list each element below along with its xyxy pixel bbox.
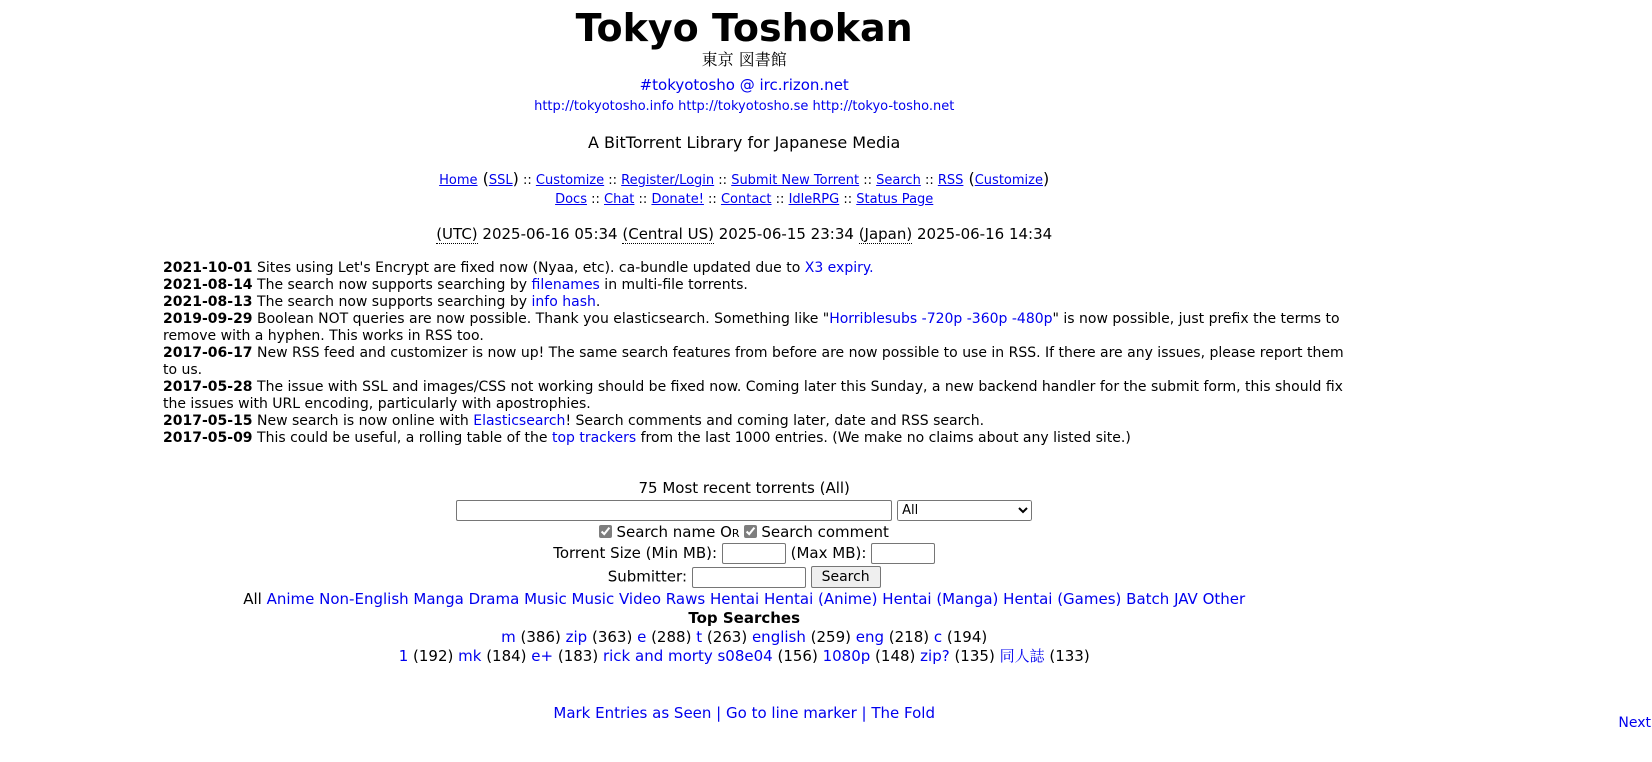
irc-line <box>8 76 1480 94</box>
max-size-input[interactable] <box>871 543 935 564</box>
link-elasticsearch[interactable]: Elasticsearch <box>473 413 566 429</box>
link-contact[interactable]: Contact <box>720 192 772 207</box>
link-filenames[interactable]: filenames <box>531 277 600 293</box>
search-comment-checkbox[interactable] <box>744 525 757 538</box>
news-item <box>163 379 1360 413</box>
recent-torrents-heading: 75 Most recent torrents (All) <box>638 479 850 497</box>
top-searches-row1 <box>8 628 1480 647</box>
news-item <box>163 413 1360 430</box>
top-searches-heading: Top Searches <box>688 609 801 627</box>
timezone-label: (Central US) <box>622 225 714 243</box>
text-segment: | <box>711 704 726 722</box>
search-form <box>8 500 1480 588</box>
text-segment: :: <box>839 192 857 207</box>
category-filter-links <box>8 590 1480 609</box>
text-segment: " is now possible, just prefix the terms to remove with a hyphen. This works in RSS too. <box>163 311 1340 344</box>
link-info-hash[interactable]: info hash <box>531 294 596 310</box>
text-segment: (184) <box>481 647 532 665</box>
text-segment: . <box>595 294 601 310</box>
top-searches-row2 <box>8 647 1480 666</box>
link-rick-and-morty-s08e04[interactable]: rick and morty s08e04 <box>602 647 773 665</box>
link-ssl[interactable]: SSL <box>488 173 513 188</box>
text-segment: The search now supports searching by <box>252 294 532 310</box>
link-zip[interactable]: zip <box>565 628 588 646</box>
submitter-label: Submitter: <box>607 567 687 586</box>
or-label: Or <box>720 523 740 541</box>
timezone-clocks <box>8 225 1480 244</box>
news-date: 2021-08-13 <box>163 294 253 310</box>
link-hentai-games[interactable]: Hentai (Games) <box>1003 590 1122 608</box>
link-english[interactable]: english <box>751 628 806 646</box>
text-segment: Sites using Let's Encrypt are fixed now (Nyaa, etc). ca-bundle updated due to <box>252 260 805 276</box>
link-top-trackers[interactable]: top trackers <box>551 430 637 446</box>
text-segment: The issue with SSL and images/CSS not working should be fixed now. Coming later this Sunday, a new backend handler for the submit form, this should fix the issues with URL encoding, particularly with apostrophies. <box>163 379 1343 412</box>
max-size-label: (Max MB): <box>790 544 867 562</box>
link-music-video[interactable]: Music Video <box>571 590 662 608</box>
link-other[interactable]: Other <box>1202 590 1246 608</box>
paren-text: ) <box>512 169 519 188</box>
site-tagline: A BitTorrent Library for Japanese Media <box>588 133 901 152</box>
main-content <box>8 8 1480 723</box>
text-segment: (148) <box>870 647 921 665</box>
mirror-links <box>8 99 1480 115</box>
link-jav[interactable]: JAV <box>1174 590 1198 608</box>
text-segment: (218) <box>884 628 934 646</box>
text-segment: in multi-file torrents. <box>599 277 748 293</box>
link-batch[interactable]: Batch <box>1126 590 1170 608</box>
text-segment: :: <box>714 173 732 188</box>
news-date: 2017-05-28 <box>163 379 253 395</box>
text-segment: (135) <box>949 647 1000 665</box>
paren-text: ( <box>477 169 489 188</box>
link-http-tokyo-tosho-net[interactable]: http://tokyo-tosho.net <box>812 99 955 114</box>
search-query-input[interactable] <box>456 500 892 521</box>
text-segment: (194) <box>942 628 988 646</box>
search-name-checkbox[interactable] <box>599 525 612 538</box>
text-segment: (192) <box>408 647 459 665</box>
text-segment: This could be useful, a rolling table of the <box>252 430 552 446</box>
link-mk[interactable]: mk <box>458 647 482 665</box>
category-select[interactable] <box>897 500 1032 521</box>
link-raws[interactable]: Raws <box>665 590 706 608</box>
text-segment: The search now supports searching by <box>252 277 532 293</box>
link-go-to-line-marker[interactable]: Go to line marker <box>726 704 857 722</box>
text-segment: (288) <box>646 628 697 646</box>
timezone-label: (Japan) <box>858 225 913 243</box>
link-register-login[interactable]: Register/Login <box>621 173 715 188</box>
text-segment: :: <box>586 192 605 207</box>
news-date: 2017-05-09 <box>163 430 253 446</box>
news-date: 2017-05-15 <box>163 413 253 429</box>
link-music[interactable]: Music <box>524 590 567 608</box>
link-x3-expiry[interactable]: X3 expiry. <box>804 260 874 276</box>
link-home[interactable]: Home <box>439 173 478 188</box>
search-button[interactable]: Search <box>811 566 881 588</box>
link-1080p[interactable]: 1080p <box>822 647 871 665</box>
text-segment: (263) <box>702 628 752 646</box>
news-item <box>163 277 1360 294</box>
news-date: 2021-08-14 <box>163 277 253 293</box>
size-row <box>8 543 1480 564</box>
nav-menu-row1 <box>8 169 1480 190</box>
link-zip[interactable]: zip? <box>920 647 950 665</box>
text-segment: (156) <box>772 647 823 665</box>
link-e[interactable]: e+ <box>531 647 554 665</box>
text-segment: (259) <box>805 628 856 646</box>
text-segment: :: <box>604 173 622 188</box>
news-item <box>163 345 1360 379</box>
text-segment: All <box>243 590 267 608</box>
news-item <box>163 294 1360 311</box>
min-size-label: Torrent Size (Min MB): <box>553 544 718 562</box>
nav-menu-row2 <box>8 190 1480 209</box>
news-item <box>163 260 1360 277</box>
text-segment: from the last 1000 entries. (We make no claims about any listed site.) <box>636 430 1131 446</box>
news-date: 2019-09-29 <box>163 311 253 327</box>
text-segment: :: <box>920 173 938 188</box>
link-donate[interactable]: Donate! <box>651 192 704 207</box>
text-segment: 2025-06-15 23:34 <box>713 225 859 243</box>
timezone-label: (UTC) <box>436 225 478 243</box>
text-segment: (386) <box>515 628 566 646</box>
link-customize[interactable]: Customize <box>535 173 605 188</box>
link-status-page[interactable]: Status Page <box>856 192 934 207</box>
link-anime[interactable]: Anime <box>266 590 315 608</box>
link-search[interactable]: Search <box>876 173 921 188</box>
text-segment: :: <box>771 192 789 207</box>
paren-text: ) <box>1042 169 1050 188</box>
news-list <box>163 260 1360 447</box>
query-row <box>8 500 1480 521</box>
news-date: 2021-10-01 <box>163 260 253 276</box>
text-segment: :: <box>703 192 721 207</box>
link-mark-entries-as-seen[interactable]: Mark Entries as Seen <box>553 704 712 722</box>
link-http-tokyotosho-info[interactable]: http://tokyotosho.info <box>534 99 674 114</box>
japanese-subtitle: 東京 図書館 <box>701 50 787 69</box>
link-item[interactable]: 同人誌 <box>999 647 1045 665</box>
link-m[interactable]: m <box>501 628 516 646</box>
link-docs[interactable]: Docs <box>555 192 587 207</box>
text-segment: :: <box>518 173 536 188</box>
text-segment: :: <box>859 173 877 188</box>
link-non-english[interactable]: Non-English <box>319 590 409 608</box>
text-segment: (363) <box>587 628 638 646</box>
link-chat[interactable]: Chat <box>604 192 635 207</box>
news-item <box>163 430 1360 447</box>
checkbox-row <box>8 523 1480 541</box>
news-item <box>163 311 1360 345</box>
link-c[interactable]: c <box>933 628 943 646</box>
link-e[interactable]: e <box>637 628 647 646</box>
link-hentai-manga[interactable]: Hentai (Manga) <box>882 590 999 608</box>
link-horriblesubs-720p-360p-480p[interactable]: Horriblesubs -720p -360p -480p <box>829 311 1053 327</box>
text-segment: New RSS feed and customizer is now up! The same search features from before are now possible to use in RSS. If there are any issues, please report them to us. <box>163 345 1344 378</box>
paren-text: ( <box>963 169 975 188</box>
search-name-label: Search name <box>616 523 716 541</box>
text-segment: 2025-06-16 14:34 <box>912 225 1053 243</box>
link-hentai[interactable]: Hentai <box>709 590 760 608</box>
link-hentai-anime[interactable]: Hentai (Anime) <box>764 590 878 608</box>
link-t[interactable]: t <box>696 628 703 646</box>
submitter-input[interactable] <box>692 567 806 588</box>
submitter-row <box>8 566 1480 588</box>
text-segment: ! Search comments and coming later, date and RSS search. <box>565 413 985 429</box>
irc-channel-link[interactable]: #tokyotosho @ irc.rizon.net <box>639 76 849 94</box>
link-rss[interactable]: RSS <box>937 173 964 188</box>
link-submit-new-torrent[interactable]: Submit New Torrent <box>731 173 860 188</box>
text-segment: 2025-06-16 05:34 <box>477 225 623 243</box>
text-segment: (133) <box>1044 647 1090 665</box>
link-the-fold[interactable]: The Fold <box>871 704 935 722</box>
text-segment: :: <box>634 192 652 207</box>
link-idlerpg[interactable]: IdleRPG <box>788 192 840 207</box>
link-customize[interactable]: Customize <box>974 173 1043 188</box>
link-eng[interactable]: eng <box>855 628 885 646</box>
next-page-link[interactable]: Next <box>1618 715 1651 731</box>
min-size-input[interactable] <box>722 543 786 564</box>
text-segment: Boolean NOT queries are now possible. Thank you elasticsearch. Something like " <box>252 311 830 327</box>
text-segment: (183) <box>553 647 603 665</box>
page-title: Tokyo Toshokan <box>575 6 913 50</box>
footer-links <box>8 704 1480 723</box>
link-drama[interactable]: Drama <box>468 590 520 608</box>
link-1[interactable]: 1 <box>398 647 409 665</box>
link-manga[interactable]: Manga <box>413 590 464 608</box>
search-comment-label: Search comment <box>761 523 889 541</box>
link-http-tokyotosho-se[interactable]: http://tokyotosho.se <box>678 99 809 114</box>
news-date: 2017-06-17 <box>163 345 253 361</box>
text-segment: New search is now online with <box>252 413 474 429</box>
text-segment: | <box>856 704 872 722</box>
